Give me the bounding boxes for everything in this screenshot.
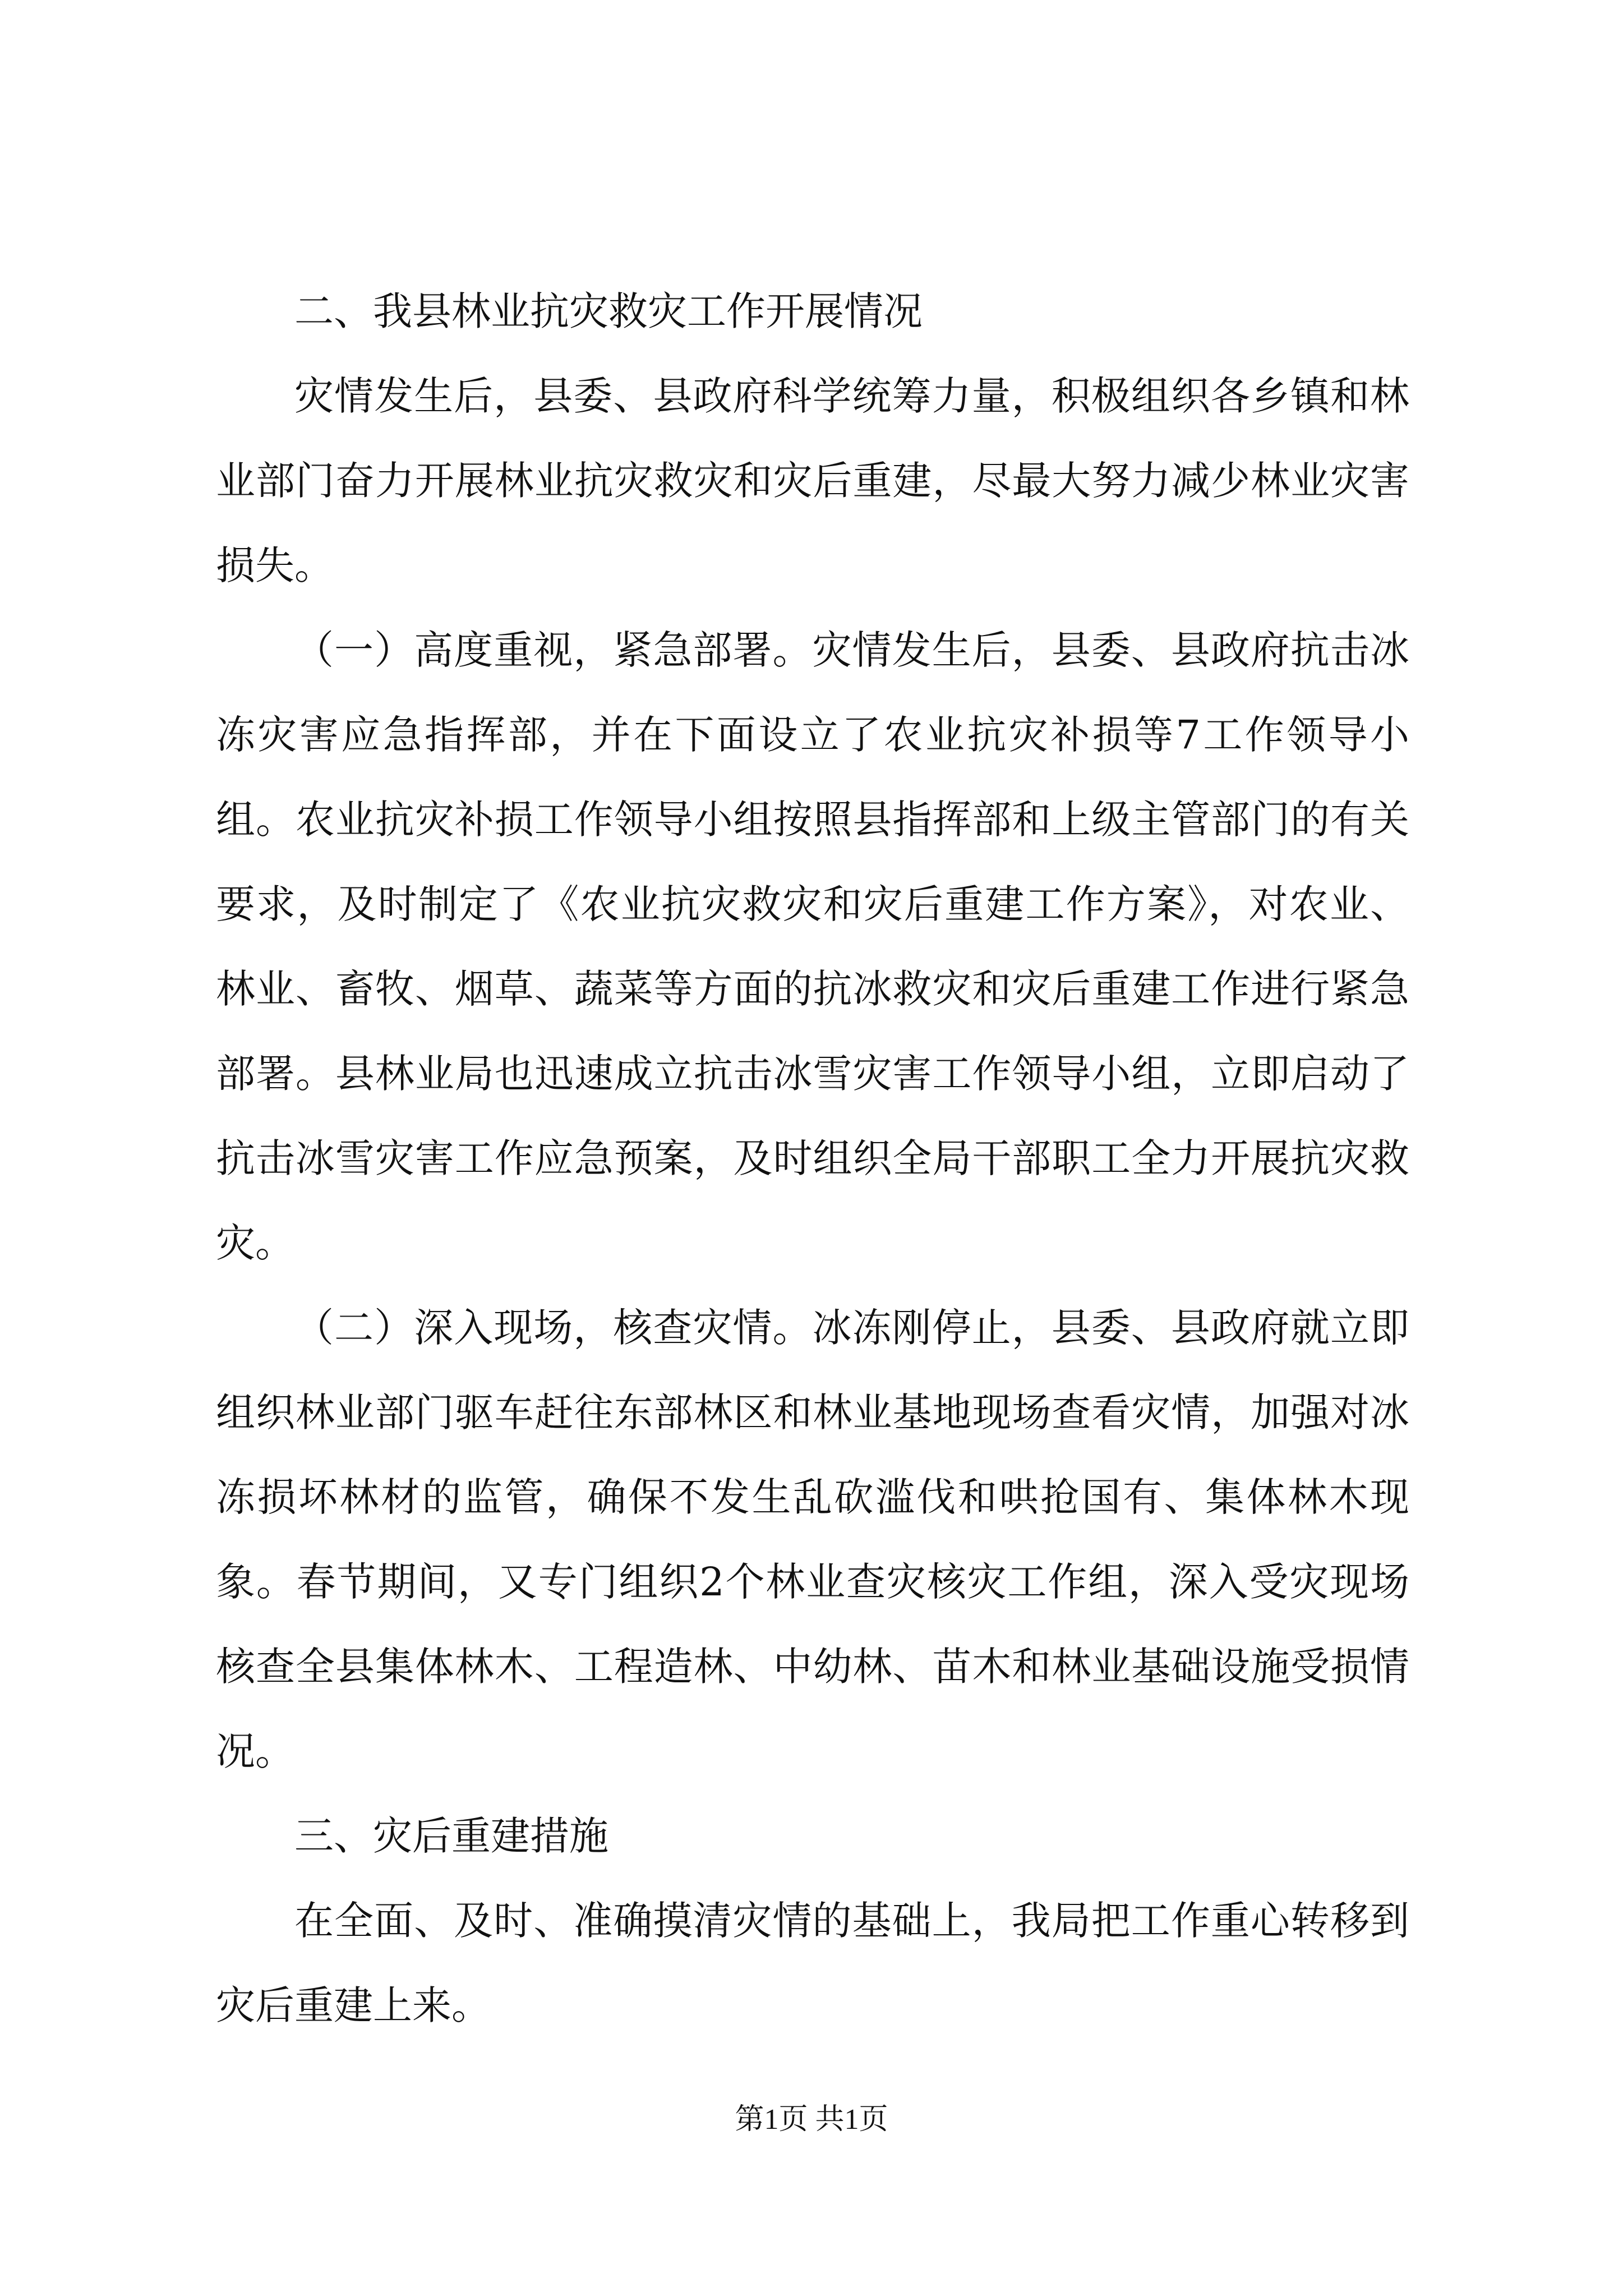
section-heading-3: 三、灾后重建措施 [294,1813,608,1859]
document-body [216,269,1409,2048]
section-heading-2: 二、我县林业抗灾救灾工作开展情况 [294,288,923,334]
paragraph-deployment: （一）高度重视，紧急部署。灾情发生后，县委、县政府抗击冰冻灾害应急指挥部，并在下面设立了农业抗灾补损等7工作领导小组。农业抗灾补损工作领导小组按照县指挥部和上级主管部门的有关要求，及时制定了《农业抗灾救灾和灾后重建工作方案》，对农业、林业、畜牧、烟草、蔬菜等方面的抗冰救灾和灾后重建工作进行紧急部署。县林业局也迅速成立抗击冰雪灾害工作领导小组，立即启动了抗击冰雪灾害工作应急预案，及时组织全局干部职工全力开展抗灾救灾。 [216,627,1409,1266]
paragraph-intro: 灾情发生后，县委、县政府科学统筹力量，积极组织各乡镇和林业部门奋力开展林业抗灾救灾和灾后重建，尽最大努力减少林业灾害损失。 [216,373,1409,588]
paragraph-reconstruction: 在全面、及时、准确摸清灾情的基础上，我局把工作重心转移到灾后重建上来。 [216,1898,1409,2028]
paragraph-inspection: （二）深入现场，核查灾情。冰冻刚停止，县委、县政府就立即组织林业部门驱车赶往东部林区和林业基地现场查看灾情，加强对冰冻损坏林材的监管，确保不发生乱砍滥伐和哄抢国有、集体林木现象。春节期间，又专门组织2个林业查灾核灾工作组，深入受灾现场核查全县集体林木、工程造林、中幼林、苗木和林业基础设施受损情况。 [216,1305,1409,1774]
page-number-footer: 第1页 共1页 [735,2104,888,2136]
